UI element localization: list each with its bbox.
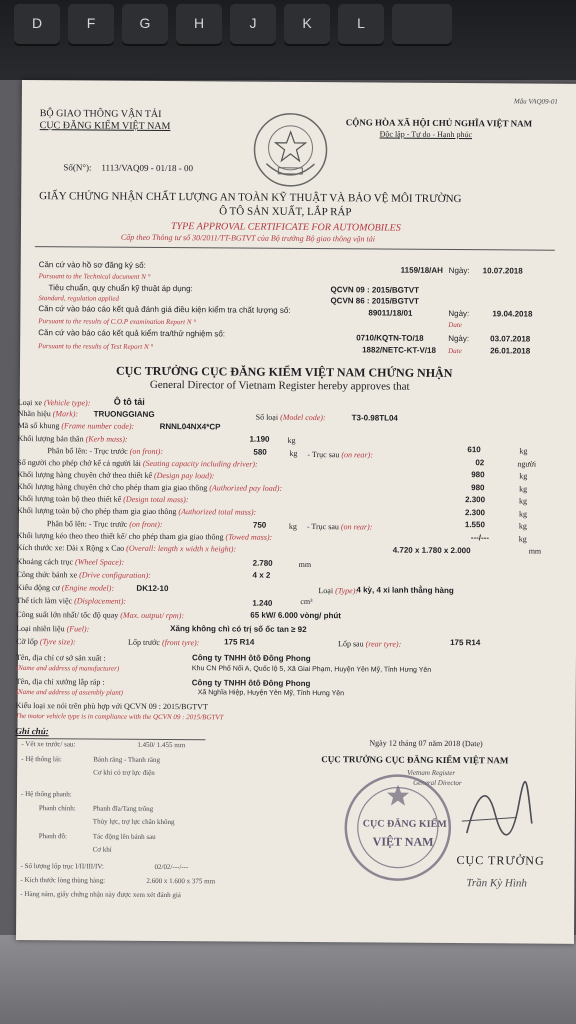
ma-khung-en: (Frame number code): — [61, 421, 135, 431]
kl-tk-unit: kg — [519, 471, 528, 481]
nhien-lieu-value: Xăng không chì có trị số ốc tan ≥ 92 — [170, 624, 307, 635]
basis3-date-label: Ngày: — [448, 308, 470, 319]
nhien-lieu-label: Loại nhiên liệu — [16, 623, 65, 634]
so-nguoi-en: (Seating capacity including driver): — [142, 458, 258, 469]
basis4-label: Căn cứ vào báo cáo kết quả kiểm tra/thử nghiệm số: — [38, 328, 226, 339]
lop-truoc-label: Lốp trước — [128, 637, 160, 647]
basis3-en: Pursuant to the results of C.O.P examination Report N ° — [38, 317, 197, 327]
note-steering-value2: Cơ khí có trợ lực điện — [93, 768, 155, 777]
sign-title-en1: Vietnam Register — [407, 768, 456, 778]
stamp-text-mid: VIỆT NAM — [372, 834, 434, 849]
basis1-date-label: Ngày: — [448, 265, 470, 276]
note-tyres-label: - Số lượng lốp trục I/II/III/IV: — [20, 862, 104, 871]
kl-ban-than-en: (Kerb mass): — [85, 434, 128, 444]
basis4-value-b: 1882/NETC-KT-V/18 — [362, 345, 436, 355]
number-label: Số(N°): — [63, 162, 92, 173]
truc-truoc2-label: - Trục trước — [88, 519, 128, 529]
phan-bo-label: Phân bổ lên: — [47, 446, 88, 456]
truc-truoc2-unit: kg — [288, 521, 297, 531]
compliance-text: Kiểu loại xe nói trên phù hợp với QCVN 09 : 2015/BGTVT — [15, 700, 208, 712]
note-track-label: - Vết xe trước/ sau: — [21, 740, 76, 749]
stamp-text-top: CỤC ĐĂNG KIỂM — [362, 818, 447, 830]
basis1-date: 10.07.2018 — [482, 266, 523, 276]
title-line1: GIẤY CHỨNG NHẬN CHẤT LƯỢNG AN TOÀN KỸ THUẬT VÀ BẢO VỆ MÔI TRƯỜNG — [39, 190, 462, 206]
key-g: G — [122, 4, 168, 44]
basis3-date: 19.04.2018 — [492, 309, 533, 319]
certify-heading: CỤC TRƯỞNG CỤC ĐĂNG KIỂM VIỆT NAM CHỨNG NHẬN — [115, 363, 453, 381]
key-h: H — [176, 4, 222, 44]
cong-thuc-value: 4 x 2 — [252, 570, 271, 580]
basis2-value-b: QCVN 86 : 2015/BGTVT — [330, 296, 419, 306]
truc-truoc-label: - Trục trước — [89, 446, 128, 456]
cs-lr-address: Xã Nghĩa Hiệp, Huyện Yên Mỹ, Tỉnh Hưng Yên — [197, 689, 345, 698]
truc-sau2-value: 1.550 — [464, 520, 485, 530]
truc-truoc-unit: kg — [289, 448, 298, 458]
kich-thuoc-value: 4.720 x 1.780 x 2.000 — [392, 545, 471, 556]
note-park-brake-value: Tác động lên bánh sau — [92, 832, 156, 841]
kl-toan-bo-gt-en: (Authorized total mass): — [178, 507, 257, 517]
cs-sx-label: Tên, địa chỉ cơ sở sản xuất : — [15, 652, 106, 663]
kl-ban-than-label: Khối lượng bản thân — [17, 433, 84, 444]
cs-sx-address: Khu CN Phố Nối A, Quốc lộ 5, Xã Giai Phạm, Huyện Yên Mỹ, Tỉnh Hưng Yên — [191, 665, 432, 674]
loai-xe-value: Ô tô tải — [113, 396, 145, 407]
note-main-brake-value2: Thủy lực, trợ lực chân không — [92, 817, 175, 827]
form-code: Mẫu VAQ09-01 — [513, 97, 558, 106]
basis1-value: 1159/18/AH — [400, 265, 443, 275]
the-tich-label: Thể tích làm việc — [16, 595, 73, 606]
kl-tk-label: Khối lượng hàng chuyên chở theo thiết kế — [17, 469, 153, 480]
lop-truoc-en: (front tyre): — [161, 637, 200, 648]
loai-dc-label: Loại — [318, 586, 334, 596]
cong-thuc-label: Công thức bánh xe — [16, 569, 78, 580]
kl-gt-unit: kg — [519, 484, 528, 494]
truc-truoc2-value: 750 — [252, 520, 267, 530]
dong-co-label: Kiểu động cơ — [16, 582, 60, 593]
ministry-name: BỘ GIAO THÔNG VẬN TẢI — [39, 108, 162, 120]
signature-scribble-icon — [457, 773, 538, 854]
kl-toan-bo-tk-label: Khối lượng toàn bộ theo thiết kế — [17, 493, 122, 504]
khoang-cach-truc-value: 2.780 — [252, 558, 273, 568]
key-l: L — [338, 4, 384, 44]
so-nguoi-label: Số người cho phép chở kể cả người lái — [17, 457, 141, 468]
truc-sau-en: (on rear): — [341, 450, 373, 460]
note-park-brake-value2: Cơ khí — [92, 845, 112, 854]
truc-sau-value: 610 — [467, 445, 481, 455]
key-j: J — [230, 4, 276, 44]
basis3-date-en: Date — [448, 320, 462, 330]
khoang-cach-truc-label: Khoảng cách trục — [16, 556, 74, 567]
truc-truoc2-en: (on front): — [129, 519, 163, 529]
basis3-label: Căn cứ vào báo cáo kết quả đánh giá điều kiện kiểm tra chất lượng số: — [38, 304, 291, 315]
truc-sau-label: - Trục sau — [307, 450, 340, 460]
truc-sau2-en: (on rear): — [340, 522, 373, 532]
so-loai-value: T3-0.98TL04 — [351, 413, 398, 423]
kl-tk-en: (Design pay load): — [153, 470, 215, 481]
basis4-date-label: Ngày: — [448, 333, 470, 344]
ma-khung-value: RNNL04NX4*CP — [159, 421, 221, 432]
loai-xe-label: Loại xe — [17, 397, 42, 408]
kl-ban-than-value: 1.190 — [249, 434, 270, 444]
basis4-en: Pursuant to the results of Test Report N ° — [38, 342, 154, 351]
cong-suat-value: 65 kW/ 6.000 vòng/ phút — [250, 610, 341, 621]
title-line2: Ô TÔ SẢN XUẤT, LẮP RÁP — [219, 205, 352, 219]
kl-keo-unit: kg — [518, 534, 527, 544]
note-main-brake-value: Phanh đĩa/Tang trống — [92, 804, 154, 813]
note-cargo-label: - Kích thước lòng thùng hàng: — [20, 876, 106, 885]
kich-thuoc-en: (Overall: length x width x height): — [126, 543, 237, 554]
kl-keo-en: (Towed mass): — [225, 532, 273, 542]
note-cargo-value: 2.600 x 1.600 x 375 mm — [146, 876, 216, 886]
basis4-date-en: Date — [448, 346, 462, 356]
kl-toan-bo-tk-unit: kg — [519, 496, 528, 506]
note-park-brake-label: Phanh đỗ: — [38, 832, 67, 841]
cs-lr-label: Tên, địa chỉ xưởng lắp ráp : — [15, 676, 105, 687]
truc-sau-unit: kg — [519, 446, 528, 456]
the-tich-value: 1.240 — [252, 598, 273, 608]
basis3-value: 89011/18/01 — [368, 308, 413, 318]
kl-toan-bo-gt-unit: kg — [518, 509, 528, 519]
sign-title-en2: General Director — [413, 778, 462, 788]
the-tich-unit: cm³ — [300, 596, 313, 607]
cs-sx-value: Công ty TNHH ôtô Đông Phong — [191, 653, 311, 664]
basis1-label: Căn cứ vào hồ sơ đăng ký số: — [38, 260, 146, 270]
lop-truoc-value: 175 R14 — [224, 637, 255, 647]
note-steering-label: - Hệ thống lái: — [21, 755, 62, 764]
nhan-hieu-value: TRUONGGIANG — [93, 409, 155, 419]
kich-thuoc-unit: mm — [528, 546, 542, 556]
co-lop-en: (Tyre size): — [39, 637, 76, 647]
basis4-value-a: 0710/KQTN-TO/18 — [356, 333, 424, 343]
key-blank — [392, 4, 452, 44]
note-tyres-value: 02/02/---/--- — [154, 862, 189, 872]
truc-sau2-label: - Trục sau — [306, 521, 339, 532]
loai-xe-en: (Vehicle type): — [43, 398, 91, 408]
sign-title: CỤC TRƯỞNG CỤC ĐĂNG KIỂM VIỆT NAM — [321, 754, 509, 766]
khoang-cach-truc-en: (Wheel Space): — [75, 557, 125, 567]
compliance-en: The motor vehicle type is in compliance with the QCVN 09 : 2015/BGTVT — [15, 711, 224, 722]
kl-toan-bo-tk-value: 2.300 — [465, 495, 486, 505]
kl-toan-bo-gt-label: Khối lượng toàn bộ cho phép tham gia giao thông — [16, 505, 177, 517]
so-loai-label: Số loại — [255, 412, 279, 422]
key-f: F — [68, 4, 114, 44]
loai-dc-en: (Type): — [335, 586, 359, 596]
basis2-label: Tiêu chuẩn, quy chuẩn kỹ thuật áp dụng: — [48, 283, 193, 294]
title-english: TYPE APPROVAL CERTIFICATE FOR AUTOMOBILES — [170, 221, 401, 234]
kl-keo-label: Khối lượng kéo theo theo thiết kế/ cho phép tham gia giao thông — [16, 530, 224, 542]
cs-lr-value: Công ty TNHH ôtô Đông Phong — [191, 678, 311, 689]
kl-gt-value: 980 — [471, 483, 485, 493]
note-main-brake-label: Phanh chính: — [38, 804, 76, 813]
cong-suat-label: Công suất lớn nhất/ tốc độ quay — [16, 609, 119, 620]
cs-lr-en: (Name and address of assembly plant) — [15, 687, 124, 697]
certify-heading-en: General Director of Vietnam Register hereby approves that — [149, 378, 410, 393]
loai-dc-value: 4 kỳ, 4 xi lanh thẳng hàng — [356, 585, 454, 596]
number-value: 1113/VAQ09 - 01/18 - 00 — [101, 162, 194, 174]
motto: Độc lập - Tự do - Hạnh phúc — [379, 129, 473, 140]
nhan-hieu-label: Nhãn hiệu — [17, 408, 51, 419]
note-track-value: 1.450/ 1.455 mm — [137, 740, 186, 750]
basis2-en: Standard, regulation applied — [38, 294, 120, 303]
nhan-hieu-en: (Mark): — [52, 409, 79, 419]
kl-keo-value: ---/--- — [470, 533, 490, 543]
note-steering-value: Bánh răng - Thanh răng — [93, 755, 161, 764]
key-d: D — [14, 4, 60, 44]
kl-ban-than-unit: kg — [287, 435, 296, 445]
truc-sau2-unit: kg — [518, 521, 527, 531]
lop-sau-value: 175 R14 — [450, 638, 481, 648]
kl-tk-value: 980 — [471, 470, 485, 480]
lop-sau-en: (rear tyre): — [365, 639, 402, 649]
key-k: K — [284, 4, 330, 44]
divider — [35, 246, 555, 251]
department-name: CỤC ĐĂNG KIỂM VIỆT NAM — [39, 120, 171, 133]
national-emblem-icon — [252, 112, 329, 189]
basis4-date-a: 03.07.2018 — [490, 334, 531, 344]
cs-sx-en: (Name and address of manufacturer) — [15, 663, 120, 673]
basis4-date-b: 26.01.2018 — [490, 346, 531, 356]
truc-truoc-en: (on front): — [129, 446, 164, 456]
truc-truoc-value: 580 — [253, 447, 267, 457]
kl-toan-bo-gt-value: 2.300 — [464, 508, 486, 518]
desk-surface — [0, 935, 576, 1024]
signer-role: CỤC TRƯỞNG — [456, 853, 545, 868]
kl-toan-bo-tk-en: (Design total mass): — [123, 494, 189, 505]
notes-title: Ghi chú: — [15, 725, 49, 737]
dong-co-en: (Engine model): — [61, 583, 115, 593]
note-annual: - Hàng năm, giấy chứng nhận này được xem xét đánh giá — [20, 890, 181, 900]
ma-khung-label: Mã số khung — [17, 420, 60, 431]
kl-gt-label: Khối lượng hàng chuyên chở cho phép tham gia giao thông — [17, 481, 208, 493]
the-tich-en: (Displacement): — [74, 596, 127, 606]
phan-bo2-label: Phân bổ lên: — [46, 519, 87, 529]
republic-name: CỘNG HÒA XÃ HỘI CHỦ NGHĨA VIỆT NAM — [345, 117, 533, 129]
cong-thuc-en: (Drive configuration): — [79, 570, 151, 580]
nhien-lieu-en: (Fuel): — [66, 624, 90, 634]
khoang-cach-truc-unit: mm — [298, 559, 312, 570]
signer-name: Trần Kỳ Hình — [466, 877, 527, 890]
title-sub: Cấp theo Thông tư số 30/2011/TT-BGTVT của Bộ trưởng Bộ giao thông vận tải — [120, 232, 376, 244]
sign-date: Ngày 12 tháng 07 năm 2018 (Date) — [369, 738, 483, 749]
certificate-paper — [16, 80, 576, 944]
keyboard-background — [0, 0, 576, 80]
lop-sau-label: Lốp sau — [338, 639, 364, 649]
cong-suat-en: (Max. output/ rpm): — [120, 610, 185, 621]
dong-co-value: DK12-10 — [136, 583, 169, 594]
so-loai-en: (Model code): — [280, 412, 326, 423]
co-lop-label: Cỡ lốp — [16, 636, 38, 647]
so-nguoi-unit: người — [517, 459, 537, 469]
note-brake-label: - Hệ thống phanh: — [20, 790, 72, 799]
basis1-en: Pursuant to the Technical document N ° — [38, 272, 151, 281]
kich-thuoc-label: Kích thước xe: Dài x Rộng x Cao — [16, 542, 125, 553]
kl-gt-en: (Authorized pay load): — [209, 483, 283, 493]
so-nguoi-value: 02 — [475, 458, 485, 468]
basis2-value-a: QCVN 09 : 2015/BGTVT — [330, 285, 420, 295]
